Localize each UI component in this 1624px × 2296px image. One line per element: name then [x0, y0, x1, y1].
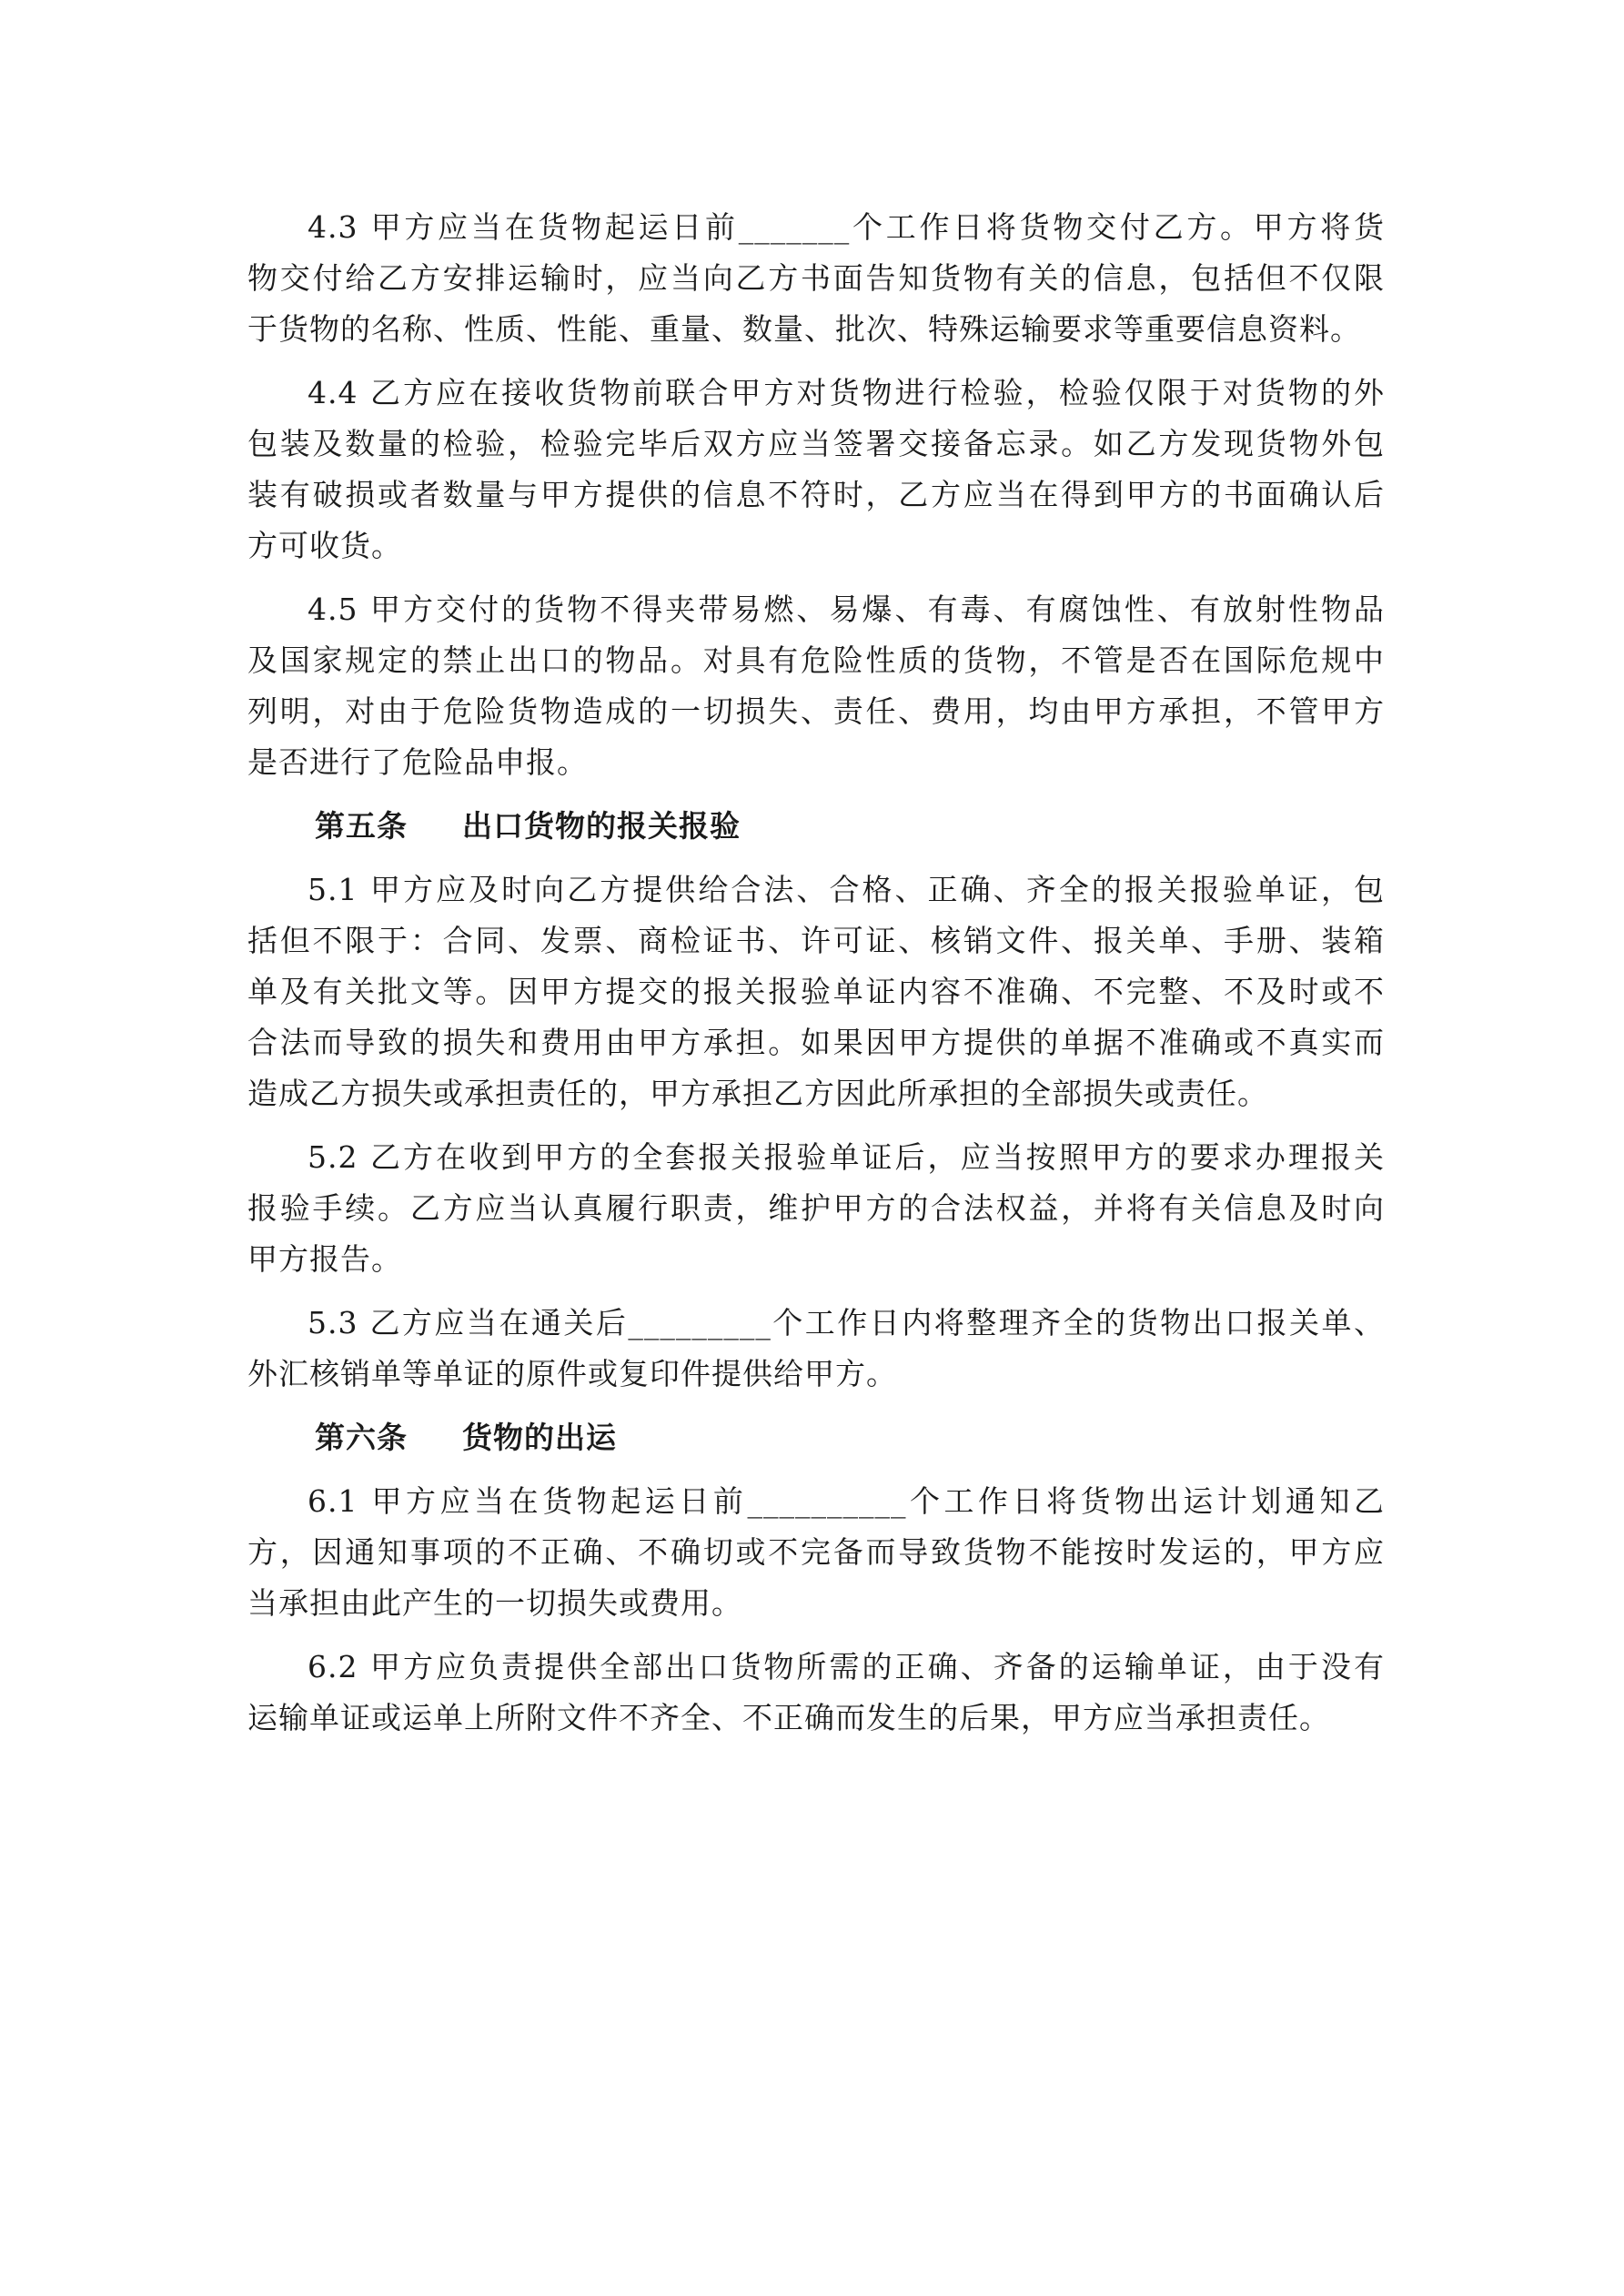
paragraph-line: 5.2 乙方在收到甲方的全套报关报验单证后，应当按照甲方的要求办理报关 [308, 1139, 1385, 1175]
clause-paragraph [247, 584, 1385, 788]
clause-paragraph [247, 1298, 1385, 1400]
article-heading [247, 801, 1385, 852]
paragraph-line: 单及有关批文等。因甲方提交的报关报验单证内容不准确、不完整、不及时或不 [247, 974, 1385, 1009]
article-number: 第五条 [315, 808, 408, 844]
article-heading [247, 1412, 1385, 1463]
paragraph-line: 运输单证或运单上所附文件不齐全、不正确而发生的后果，甲方应当承担责任。 [247, 1700, 1330, 1735]
clause-paragraph [247, 202, 1385, 355]
clause-paragraph [247, 865, 1385, 1119]
paragraph-line: 造成乙方损失或承担责任的，甲方承担乙方因此所承担的全部损失或责任。 [247, 1076, 1268, 1111]
article-number: 第六条 [315, 1420, 408, 1455]
paragraph-line: 当承担由此产生的一切损失或费用。 [247, 1585, 742, 1621]
paragraph-line: 4.5 甲方交付的货物不得夹带易燃、易爆、有毒、有腐蚀性、有放射性物品 [308, 592, 1385, 627]
paragraph-line: 是否进行了危险品申报。 [247, 744, 588, 780]
paragraph-line: 装有破损或者数量与甲方提供的信息不符时，乙方应当在得到甲方的书面确认后 [247, 477, 1385, 512]
article-title: 出口货物的报关报验 [462, 808, 741, 844]
paragraph-line: 于货物的名称、性质、性能、重量、数量、批次、特殊运输要求等重要信息资料。 [247, 311, 1361, 347]
paragraph-line: 外汇核销单等单证的原件或复印件提供给甲方。 [247, 1356, 897, 1391]
paragraph-line: 甲方报告。 [247, 1241, 402, 1277]
paragraph-line: 括但不限于：合同、发票、商检证书、许可证、核销文件、报关单、手册、装箱 [247, 923, 1385, 958]
clause-paragraph [247, 1642, 1385, 1744]
paragraph-line: 6.1 甲方应当在货物起运日前__________个工作日将货物出运计划通知乙 [308, 1483, 1385, 1519]
paragraph-line: 4.3 甲方应当在货物起运日前_______个工作日将货物交付乙方。甲方将货 [308, 209, 1385, 245]
paragraph-line: 报验手续。乙方应当认真履行职责，维护甲方的合法权益，并将有关信息及时向 [247, 1190, 1385, 1226]
paragraph-line: 6.2 甲方应负责提供全部出口货物所需的正确、齐备的运输单证，由于没有 [308, 1649, 1385, 1684]
paragraph-line: 5.1 甲方应及时向乙方提供给合法、合格、正确、齐全的报关报验单证，包 [308, 872, 1385, 907]
clause-paragraph [247, 1132, 1385, 1285]
paragraph-line: 4.4 乙方应在接收货物前联合甲方对货物进行检验，检验仅限于对货物的外 [308, 375, 1385, 410]
paragraph-line: 合法而导致的损失和费用由甲方承担。如果因甲方提供的单据不准确或不真实而 [247, 1025, 1385, 1060]
clause-paragraph [247, 1476, 1385, 1629]
paragraph-line: 5.3 乙方应当在通关后_________个工作日内将整理齐全的货物出口报关单、 [308, 1305, 1385, 1340]
article-title: 货物的出运 [462, 1420, 617, 1455]
clause-paragraph [247, 368, 1385, 571]
document-body [247, 202, 1385, 1756]
paragraph-line: 方，因通知事项的不正确、不确切或不完备而导致货物不能按时发运的，甲方应 [247, 1534, 1385, 1570]
paragraph-line: 包装及数量的检验，检验完毕后双方应当签署交接备忘录。如乙方发现货物外包 [247, 426, 1385, 461]
paragraph-line: 物交付给乙方安排运输时，应当向乙方书面告知货物有关的信息，包括但不仅限 [247, 260, 1385, 296]
paragraph-line: 列明，对由于危险货物造成的一切损失、责任、费用，均由甲方承担，不管甲方 [247, 693, 1385, 729]
paragraph-line: 及国家规定的禁止出口的物品。对具有危险性质的货物，不管是否在国际危规中 [247, 642, 1385, 678]
paragraph-line: 方可收货。 [247, 528, 402, 563]
